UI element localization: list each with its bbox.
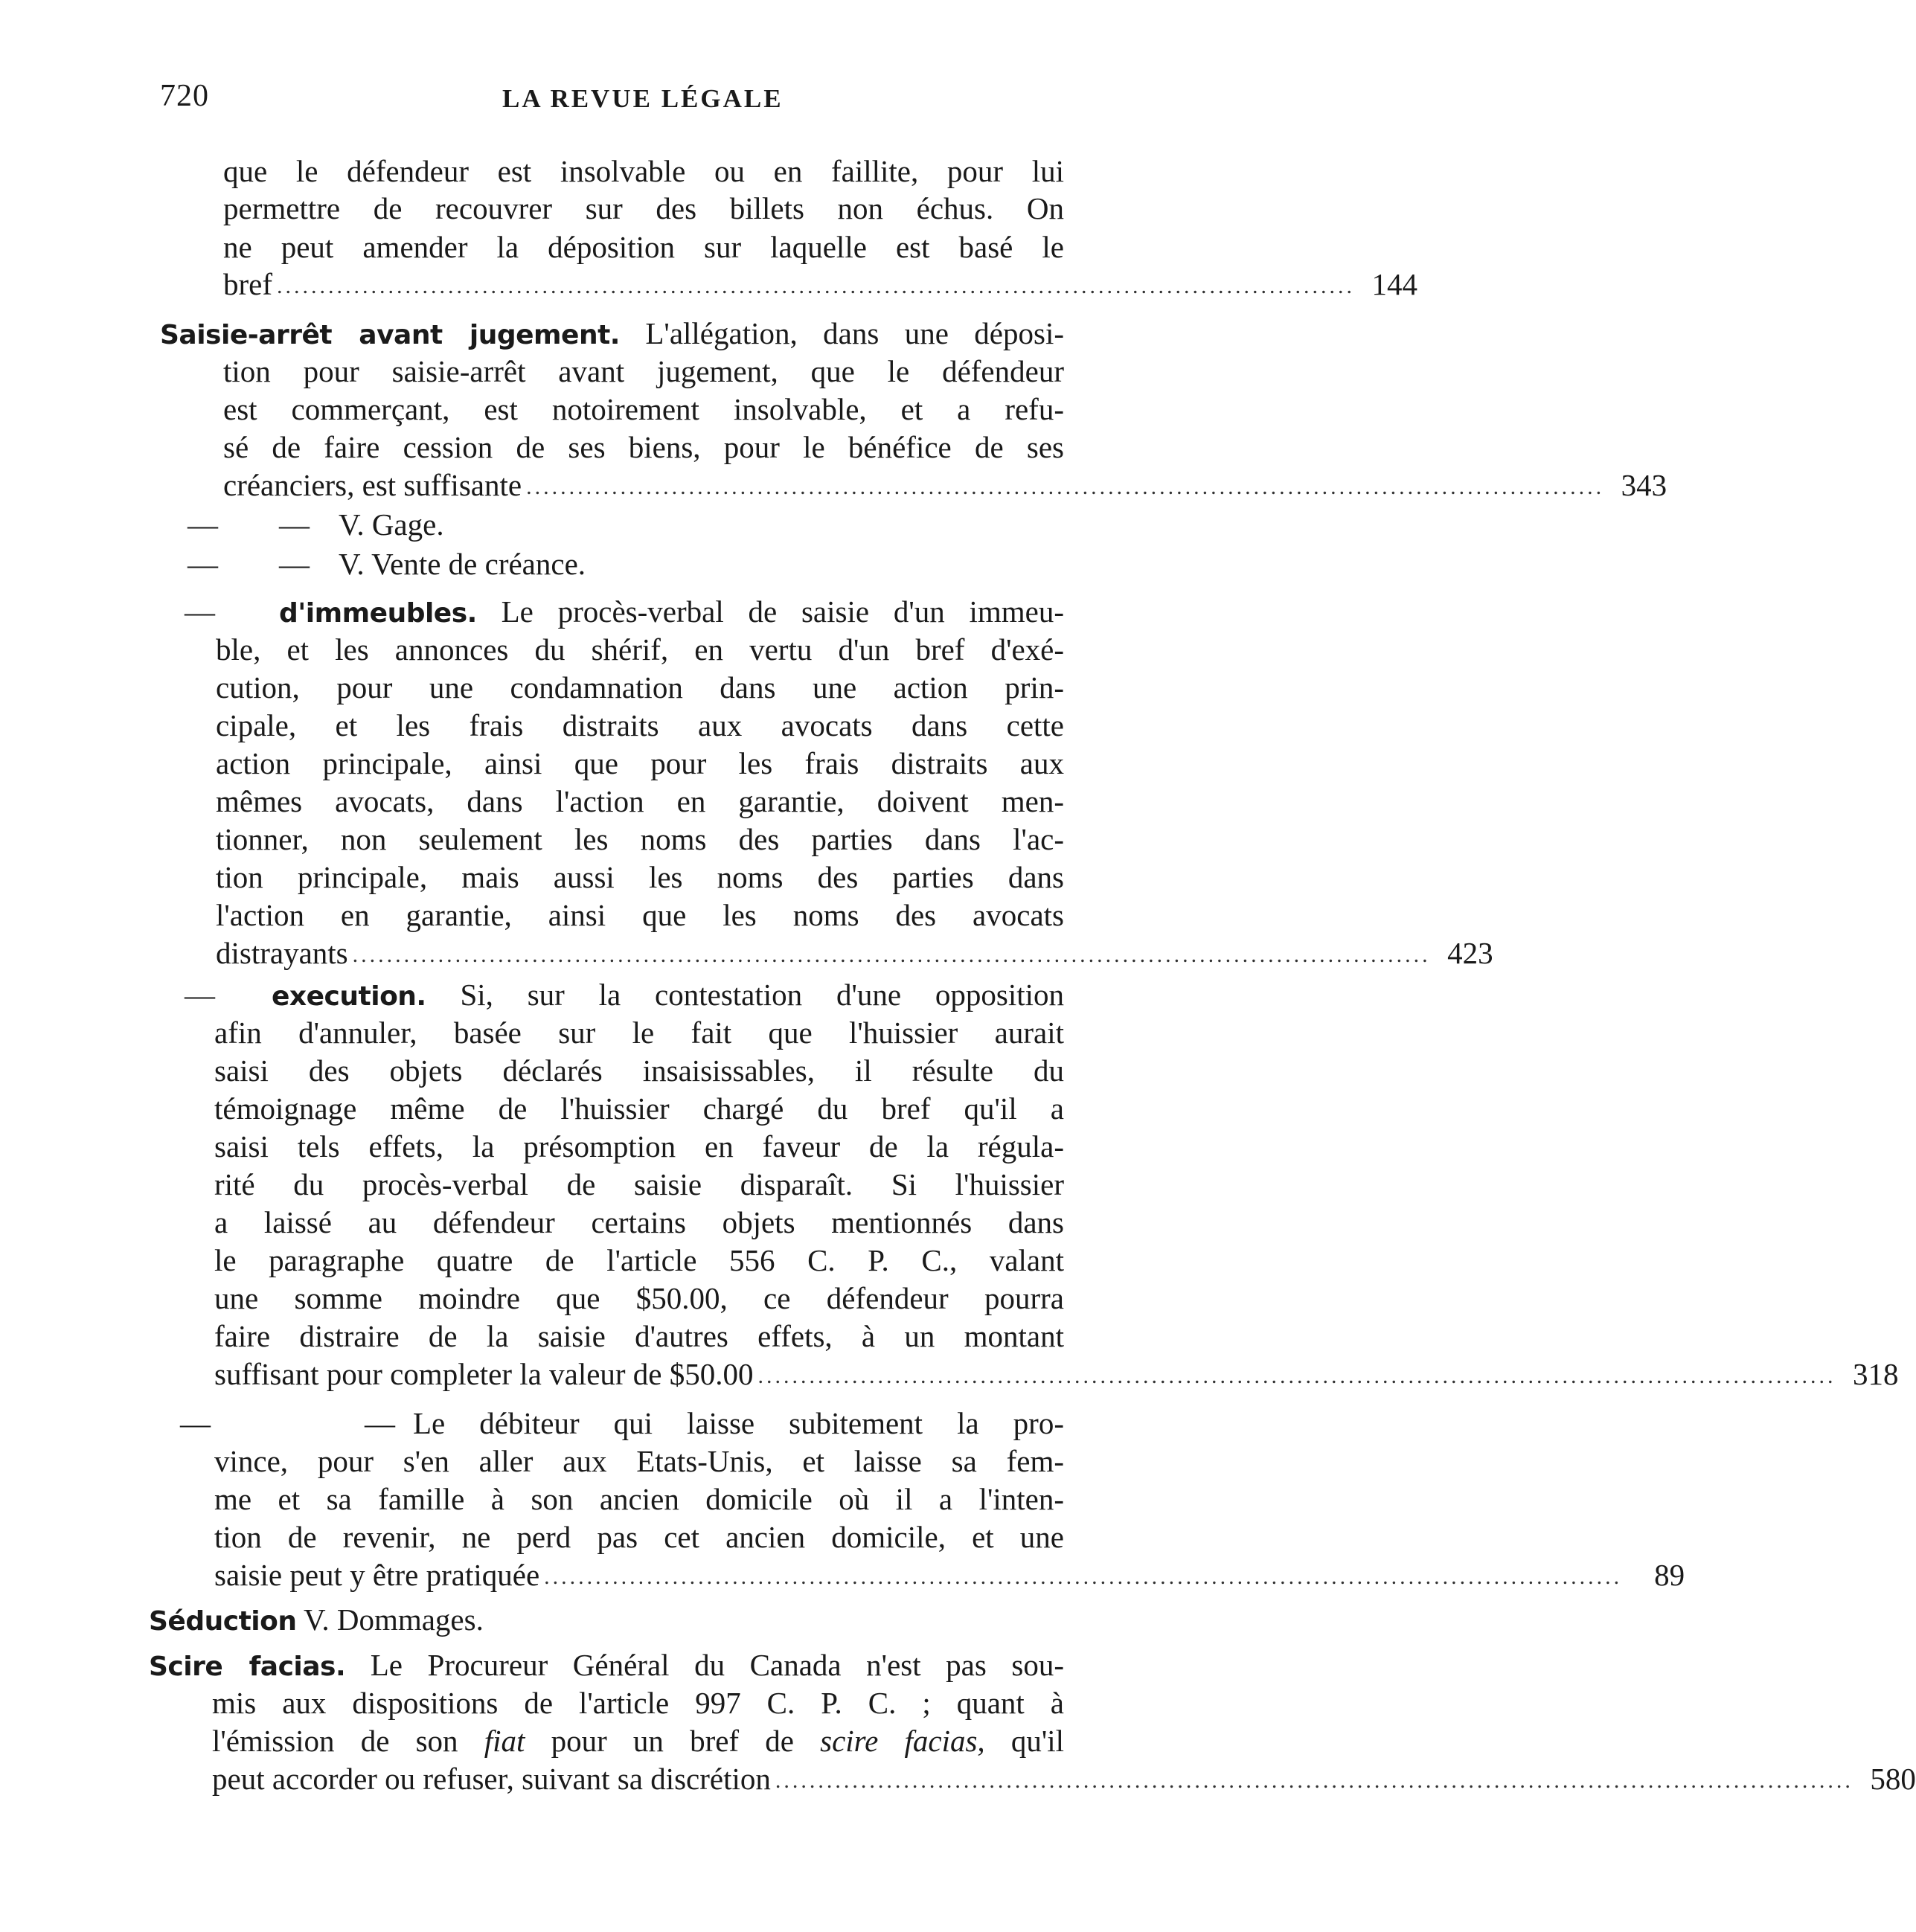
page-reference: 89 [1654,1558,1685,1592]
text-line: suffisant pour completer la valeur de $50.00 [214,1357,754,1391]
cross-reference: V. Gage. [339,507,444,542]
ditto-dash: — [188,507,218,542]
text-fragment: l'émission de son [212,1724,458,1758]
text-line: tionner, non seulement les noms des parties dans l'ac- [216,822,1064,856]
ditto-dash: — [185,594,215,629]
dot-leader: .............................................................................................................................. [757,1364,1836,1388]
text-fragment: pour un bref de [551,1724,794,1758]
text-line: mis aux dispositions de l'article 997 C. P. C. ; quant à [212,1686,1064,1720]
text-line: cipale, et les frais distraits aux avocats dans cette [216,708,1064,742]
entry-seduction [149,1601,484,1638]
entry-first-line [160,315,1064,352]
dot-leader: .............................................................................................................................. [277,274,1356,298]
text-line: mêmes avocats, dans l'action en garantie, doivent men- [216,784,1064,818]
leader-line [223,266,1418,303]
index-term: d'immeubles. [279,598,477,629]
cross-reference: V. Dommages. [304,1602,484,1637]
page-reference: 423 [1447,936,1493,970]
ditto-dash: — [180,1406,211,1440]
text-line: témoignage même de l'huissier chargé du bref qu'il a [214,1091,1064,1126]
ditto-dash: — [279,547,310,581]
text-line: Le Procureur Général du Canada n'est pas sou- [370,1648,1065,1682]
text-line: a laissé au défendeur certains objets mentionnés dans [214,1205,1064,1239]
entry-first-line [149,1646,1064,1684]
text-line: peut accorder ou refuser, suivant sa discrétion [212,1762,771,1796]
text-line: saisi des objets déclarés insaisissables, il résulte du [214,1053,1064,1088]
page-number: 720 [160,79,209,113]
text-line: me et sa famille à son ancien domicile où il a l'inten- [214,1482,1064,1516]
text-line [212,1722,1064,1759]
entry-first-line [279,593,1064,630]
text-line: vince, pour s'en aller aux Etats-Unis, et laisse sa fem- [214,1444,1064,1478]
text-line: tion pour saisie-arrêt avant jugement, que le défendeur [223,354,1064,388]
index-term: Scire facias. [149,1652,346,1682]
dot-leader: .............................................................................................................................. [775,1768,1853,1793]
ditto-dash: — [279,507,310,542]
ditto-dash: — [185,978,215,1012]
text-line: saisie peut y être pratiquée [214,1558,540,1592]
text-line: afin d'annuler, basée sur le fait que l'huissier aurait [214,1015,1064,1050]
text-line: rité du procès-verbal de saisie disparaît. Si l'huissier [214,1167,1064,1201]
text-line: saisi tels effets, la présomption en faveur de la régula- [214,1129,1064,1164]
text-line: tion principale, mais aussi les noms des parties dans [216,860,1064,894]
page-reference: 580 [1870,1762,1916,1796]
text-line: bref [223,267,273,301]
text-line: créanciers, est suffisante [223,468,522,502]
leader-line [214,1556,1685,1594]
index-term: Saisie-arrêt avant jugement. [160,320,620,350]
leader-line [216,934,1493,972]
italic-term: scire facias, [820,1724,985,1758]
text-line: que le défendeur est insolvable ou en faillite, pour lui [223,154,1064,188]
dot-leader: .............................................................................................................................. [544,1564,1623,1589]
text-line: Le procès-verbal de saisie d'un immeu- [501,594,1065,629]
text-line: une somme moindre que $50.00, ce défendeur pourra [214,1281,1064,1315]
text-line: action principale, ainsi que pour les frais distraits aux [216,746,1064,780]
dot-leader: .............................................................................................................................. [526,475,1605,499]
text-line: tion de revenir, ne perd pas cet ancien domicile, et une [214,1520,1064,1554]
page-header [160,78,1112,123]
text-line: le paragraphe quatre de l'article 556 C. P. C., valant [214,1243,1064,1277]
leader-line [223,466,1667,504]
running-head: LA REVUE LÉGALE [502,84,784,113]
text-line: ne peut amender la déposition sur laquelle est basé le [223,230,1064,264]
page-reference: 343 [1621,468,1667,502]
text-line: sé de faire cession de ses biens, pour le bénéfice de ses [223,430,1064,464]
dot-leader: .............................................................................................................................. [352,943,1431,967]
text-line: l'action en garantie, ainsi que les noms des avocats [216,898,1064,932]
italic-term: fiat [484,1724,525,1758]
text-line: est commerçant, est notoirement insolvable, et a refu- [223,392,1064,426]
text-line: cution, pour une condamnation dans une action prin- [216,670,1064,705]
page-reference: 318 [1853,1357,1899,1391]
text-line: distrayants [216,936,348,970]
cross-reference: V. Vente de créance. [339,547,586,581]
index-term: execution. [272,981,426,1012]
entry-first-line [272,976,1064,1013]
index-term: Séduction [149,1606,297,1637]
text-line: Le débiteur qui laisse subitement la pro- [413,1406,1064,1440]
leader-line [212,1760,1916,1797]
text-line: permettre de recouvrer sur des billets non échus. On [223,191,1064,225]
ditto-dash: — [188,547,218,581]
ditto-dash: — [365,1406,395,1440]
text-line: L'allégation, dans une déposi- [645,316,1064,350]
text-line: ble, et les annonces du shérif, en vertu d'un bref d'exé- [216,632,1064,667]
text-fragment: qu'il [1010,1724,1065,1758]
text-line: Si, sur la contestation d'une opposition [460,978,1065,1012]
text-line: faire distraire de la saisie d'autres effets, à un montant [214,1319,1064,1353]
leader-line [214,1355,1899,1393]
page-reference: 144 [1371,267,1418,301]
